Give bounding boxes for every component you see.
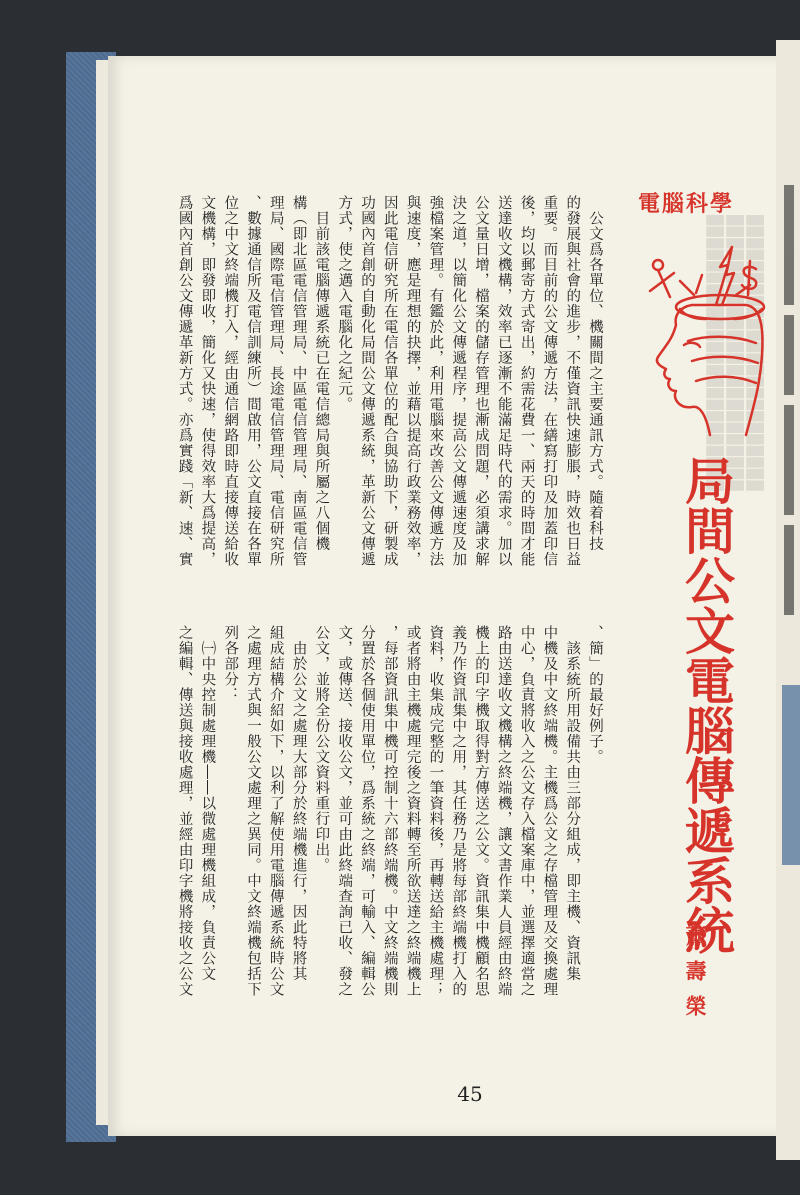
text-column: 方式，使之邁入電腦化之紀元。: [336, 195, 353, 412]
text-column: 強檔案管理。有鑑於此，利用電腦來改善公文傳遞方法: [427, 195, 444, 567]
text-column: 重要。而目前的公文傳遞方法，在繕寫打印及加蓋印信: [541, 195, 558, 567]
show-through-text: ▉▉▉▉▉▉▉▉▉▉▉▉▉▉▉▉▉▉▉▉▉▉▉▉: [746, 215, 764, 492]
article-title: 局間公文電腦傳遞系統: [677, 455, 736, 955]
text-column: ㈠中央控制處理機――以微處理機組成，負責公文: [199, 625, 216, 982]
text-column: 、數據通信所及電信訓練所）間啟用，公文直接在各單: [245, 195, 261, 567]
column-label: 電腦科學: [638, 191, 735, 217]
text-column: 與速度，應是理想的抉擇，並藉以提高行政業務效率，: [404, 195, 421, 567]
text-column: 中機及中文終端機。主機爲公文之存檔管理及交換處理: [541, 625, 558, 997]
text-column: 文機構，即發即收，簡化又快速，使得效率大爲提高，: [199, 195, 216, 567]
text-column: 該系統所用設備共由三部分組成，即主機、資訊集: [564, 625, 581, 982]
text-column: 爲國內首創公文傳遞革新方式。亦爲實踐「新、速、實: [176, 195, 193, 567]
text-column: 或者將由主機處理完後之資料轉至所欲送達之終端機上: [404, 625, 421, 997]
text-column: 公文，並將全份公文資料重行印出。: [313, 625, 330, 873]
text-column: 理局、國際電信管理局、長途電信管理局、電信研究所: [267, 195, 284, 567]
text-column: 中心，負責將收入之公文存入檔案庫中，並選擇適當之: [518, 625, 535, 997]
text-column: 、簡」的最好例子。: [587, 625, 603, 765]
text-column: 列各部分：: [222, 625, 239, 703]
text-column: 組成結構介紹如下，以利了解使用電腦傳遞系統時公文: [267, 625, 284, 997]
text-column: 由於公文之處理大部分於終端機進行，因此特將其: [290, 625, 307, 982]
text-column: 決之道，以簡化公文傳遞程序，提高公文傳遞速度及加: [450, 195, 467, 567]
text-column: 的發展與社會的進步，不僅資訊快速膨脹，時效也日益: [564, 195, 581, 567]
text-column: 文，或傳送、接收公文，並可由此終端查詢已收、發之: [336, 625, 353, 997]
show-through-text: ▉▉▉▉▉▉▉▉▉▉▉▉▉▉▉▉▉▉▉▉▉▉▉▉: [726, 215, 744, 492]
text-column: 公文爲各單位、機關間之主要通訊方式。隨着科技: [587, 195, 603, 552]
text-column: 資料，收集成完整的一筆資料後，再轉送給主機處理；: [427, 625, 444, 997]
show-through-text: ▉▉▉▉▉▉▉▉▉▉▉▉▉▉▉▉▉▉▉▉▉▉▉▉: [706, 215, 724, 492]
text-column: 之處理方式與一般公文處理之異同。中文終端機包括下: [245, 625, 261, 997]
page-number: 45: [457, 1082, 483, 1106]
text-column: 目前該電腦傳遞系統已在電信總局與所屬之八個機: [313, 195, 330, 552]
text-column: 功國內首創的自動化局間公文傳遞系統，革新公文傳遞: [359, 195, 375, 567]
head-with-lightning-icon: [636, 245, 776, 445]
article-author: 蕭壽榮: [683, 925, 708, 1030]
adjacent-page-text-bleed: [782, 175, 800, 865]
text-column: 之編輯、傳送與接收處理，並經由印字機將接收之公文: [176, 625, 193, 997]
text-column: 機上的印字機取得對方傳送之公文。資訊集中機顧名思: [473, 625, 489, 997]
text-column: 公文量日增，檔案的儲存管理也漸成問題，必須講求解: [473, 195, 489, 567]
text-column: 構（即北區電信管理局、中區電信管理局、南區電信管: [290, 195, 307, 567]
text-column: 送達收文機構，效率已逐漸不能滿足時代的需求。加以: [495, 195, 512, 567]
text-column: ，每部資訊集中機可控制十六部終端機。中文終端機則: [381, 625, 398, 997]
text-column: 後，均以郵寄方式寄出，約需花費一、兩天的時間才能: [518, 195, 535, 567]
text-column: 路由送達收文機構之終端機，讓文書作業人員經由終端: [495, 625, 512, 997]
text-column: 義乃作資訊集中之用，其任務乃是將每部終端機打入的: [450, 625, 467, 997]
text-column: 分置於各個使用單位，爲系統之終端，可輸入、編輯公: [359, 625, 375, 997]
text-column: 因此電信研究所在電信各單位的配合與協助下，研製成: [381, 195, 398, 567]
text-column: 位之中文終端機打入，經由通信網路即時直接傳送給收: [222, 195, 239, 567]
